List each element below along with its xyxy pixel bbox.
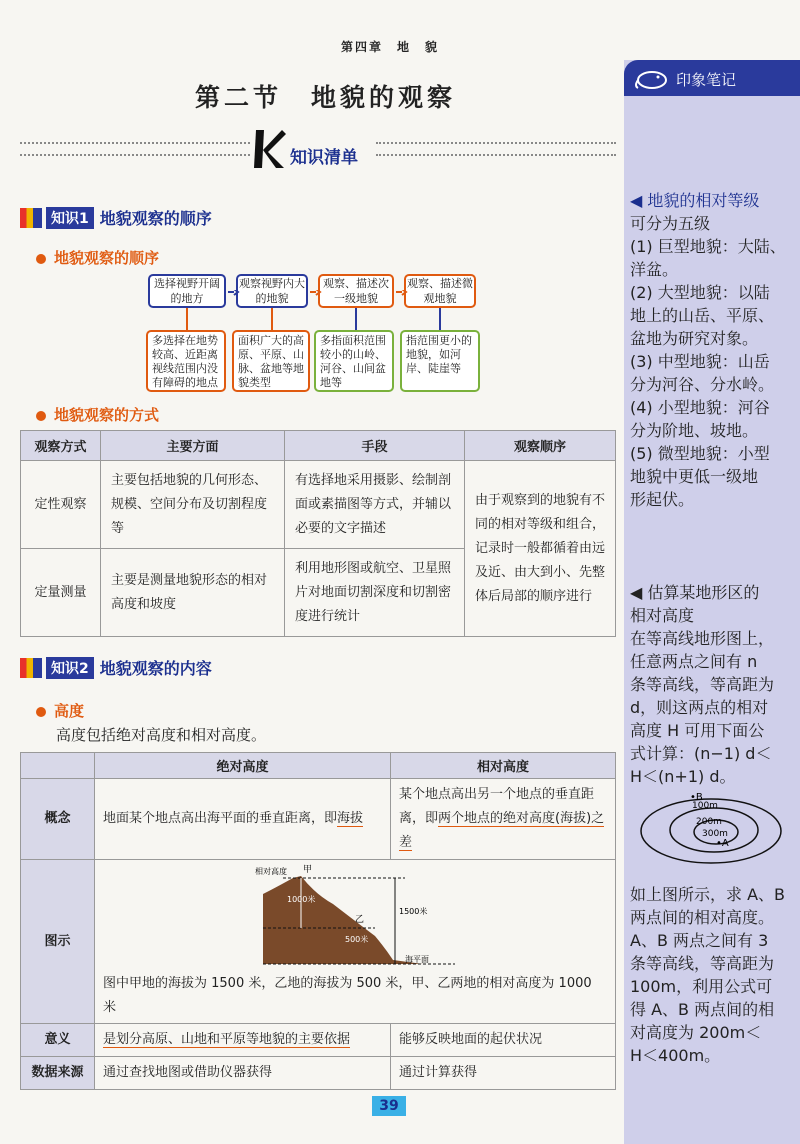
- sidebar-header: [624, 60, 800, 96]
- sidebar-note-example: [630, 882, 798, 1066]
- concept-absolute: [95, 779, 391, 860]
- k-logo-icon: [252, 128, 286, 170]
- significance-absolute-text: 是划分高原、山地和平原等地貌的主要依据: [103, 1032, 351, 1047]
- note-line: 式计算：(n−1) d＜: [630, 744, 772, 763]
- note-line: ◀ 估算某地形区的: [630, 583, 760, 602]
- k1-heading: [20, 206, 212, 229]
- knowledge-list-label: 知识清单: [290, 148, 358, 168]
- significance-relative: 能够反映地面的起伏状况: [391, 1024, 616, 1057]
- table-cell-order: 由于观察到的地貌有不同的相对等级和组合，记录时一般都循着由远及近、由大到小、先整体后局部的顺序进行: [465, 461, 616, 637]
- contour-diagram: [636, 786, 786, 866]
- k2-title: 地貌观察的内容: [99, 659, 212, 678]
- k1-sub-method-label: 地貌观察的方式: [54, 406, 160, 424]
- concept-rel-text: 某个地点高出另一个地点的垂直距离，即: [399, 787, 595, 826]
- sidebar-title: 印象笔记: [676, 71, 737, 89]
- note-line: (2) 大型地貌：以陆: [630, 283, 770, 302]
- concept-abs-text: 地面某个地点高出海平面的垂直距离，即: [103, 811, 338, 826]
- th-order: 观察顺序: [465, 431, 616, 461]
- source-relative: 通过计算获得: [391, 1057, 616, 1090]
- fig-1500-label: 1500米: [399, 907, 428, 916]
- source-absolute: 通过查找地图或借助仪器获得: [95, 1057, 391, 1090]
- table-cell: 有选择地采用摄影、绘制剖面或素描图等方式，并辅以必要的文字描述: [285, 461, 465, 549]
- note-line: 地貌中更低一级地: [630, 467, 759, 486]
- point-a-label: •A: [716, 838, 729, 849]
- sidebar-note-relative-height: [630, 580, 798, 787]
- note-line: 条等高线，等高距为: [630, 954, 775, 973]
- fig-jia-label: 甲: [303, 865, 313, 875]
- k1-sub-method: [36, 404, 159, 425]
- fig-rel-label: 相对高度: [255, 867, 287, 876]
- note-line: 如上图所示，求 A、B: [630, 885, 786, 904]
- th-absolute: 绝对高度: [95, 753, 391, 779]
- note-line: 分为河谷、分水岭。: [630, 375, 775, 394]
- note-line: 高度 H 可用下面公: [630, 721, 765, 740]
- flow-step-1: 选择视野开阔的地方: [148, 274, 226, 308]
- note-line: 任意两点之间有 n: [630, 652, 758, 671]
- page-title: 第二节 地貌的观察: [195, 83, 457, 112]
- note-line: ◀ 地貌的相对等级: [630, 191, 760, 210]
- contour-200-label: 200m: [696, 817, 722, 827]
- k2-sub-height: [36, 700, 84, 721]
- fig-sea-label: 海平面: [405, 955, 429, 964]
- k1-sub-order-label: 地貌观察的顺序: [54, 249, 160, 267]
- note-line: 可分为五级: [630, 214, 711, 233]
- flow-note-2: 面积广大的高原、平原、山脉、盆地等地貌类型: [232, 330, 310, 392]
- note-line: 地上的山岳、平原、: [630, 306, 775, 325]
- bullet-icon: [36, 707, 46, 717]
- dotted-divider-left: [20, 142, 250, 156]
- table-cell: 定性观察: [21, 461, 101, 549]
- note-line: 相对高度: [630, 606, 695, 625]
- k2-intro: 高度包括绝对高度和相对高度。: [56, 726, 267, 744]
- flow-step-3: 观察、描述次一级地貌: [318, 274, 394, 308]
- flow-note-3: 多指面积范围较小的山岭、河谷、山间盆地等: [314, 330, 394, 392]
- note-line: H＜(n+1) d。: [630, 767, 736, 786]
- sidebar-note-levels: [630, 188, 798, 510]
- note-line: (3) 中型地貌：山岳: [630, 352, 770, 371]
- table-cell: 利用地形图或航空、卫星照片对地面切割深度和切割密度进行统计: [285, 549, 465, 637]
- concept-abs-underline: 海拔: [337, 811, 364, 826]
- note-line: 洋盆。: [630, 260, 679, 279]
- note-line: (4) 小型地貌：河谷: [630, 398, 770, 417]
- note-line: 分为阶地、坡地。: [630, 421, 759, 440]
- th-aspect: 主要方面: [101, 431, 285, 461]
- row-head-figure: 图示: [21, 860, 95, 1024]
- bullet-icon: [36, 254, 46, 264]
- elevation-profile-diagram: [255, 864, 475, 972]
- k2-badge: 知识2: [46, 657, 94, 679]
- flow-step-4: 观察、描述微观地貌: [404, 274, 476, 308]
- observation-methods-table: [20, 430, 616, 637]
- k2-sub-height-label: 高度: [54, 702, 85, 720]
- k1-title: 地貌观察的顺序: [99, 209, 212, 228]
- note-line: 盆地为研究对象。: [630, 329, 759, 348]
- table-cell: 定量测量: [21, 549, 101, 637]
- th-relative: 相对高度: [391, 753, 616, 779]
- k1-badge: 知识1: [46, 207, 94, 229]
- note-line: d，则这两点的相对: [630, 698, 769, 717]
- note-line: 形起伏。: [630, 490, 695, 509]
- table-cell: 主要包括地貌的几何形态、规模、空间分布及切割程度等: [101, 461, 285, 549]
- flow-arrows: [140, 290, 490, 332]
- chapter-header: 第四章 地 貌: [340, 40, 439, 54]
- note-line: (5) 微型地貌：小型: [630, 444, 770, 463]
- note-line: 对高度为 200m＜: [630, 1023, 762, 1042]
- significance-absolute: [95, 1024, 391, 1057]
- contour-100-label: 100m: [692, 801, 718, 811]
- book-icon: [20, 658, 42, 678]
- note-line: 条等高线，等高距为: [630, 675, 775, 694]
- height-table: [20, 752, 616, 1090]
- dotted-divider-right: [376, 142, 616, 156]
- figure-cell: [95, 860, 616, 1024]
- elephant-icon: [632, 66, 672, 90]
- contour-300-label: 300m: [702, 829, 728, 839]
- k2-heading: [20, 656, 212, 679]
- row-head-concept: 概念: [21, 779, 95, 860]
- note-line: 100m，利用公式可: [630, 977, 773, 996]
- note-line: 两点间的相对高度。: [630, 908, 775, 927]
- table-cell: 主要是测量地貌形态的相对高度和坡度: [101, 549, 285, 637]
- fig-500-label: 500米: [345, 935, 369, 944]
- book-icon: [20, 208, 42, 228]
- note-line: 得 A、B 两点间的相: [630, 1000, 775, 1019]
- concept-relative: [391, 779, 616, 860]
- row-head-source: 数据来源: [21, 1057, 95, 1090]
- th-blank: [21, 753, 95, 779]
- th-means: 手段: [285, 431, 465, 461]
- th-method: 观察方式: [21, 431, 101, 461]
- note-line: 在等高线地形图上，: [630, 629, 775, 648]
- fig-1000-label: 1000米: [287, 895, 316, 904]
- point-b-label: •B: [690, 792, 703, 803]
- note-line: (1) 巨型地貌：大陆、: [630, 237, 786, 256]
- k1-sub-order: [36, 247, 159, 268]
- fig-yi-label: 乙: [355, 915, 365, 925]
- concept-rel-underline: 两个地点的绝对高度(海拔)之差: [399, 811, 605, 850]
- note-line: H＜400m。: [630, 1046, 721, 1065]
- flow-step-2: 观察视野内大的地貌: [236, 274, 308, 308]
- bullet-icon: [36, 411, 46, 421]
- note-line: A、B 两点之间有 3: [630, 931, 769, 950]
- flow-note-4: 指范围更小的地貌，如河岸、陡崖等: [400, 330, 480, 392]
- row-head-significance: 意义: [21, 1024, 95, 1057]
- figure-caption: 图中甲地的海拔为 1500 米，乙地的海拔为 500 米，甲、乙两地的相对高度为 1000 米: [103, 976, 592, 1015]
- flow-note-1: 多选择在地势较高、近距离视线范围内没有障碍的地点: [146, 330, 226, 392]
- page-number: 39: [372, 1096, 406, 1116]
